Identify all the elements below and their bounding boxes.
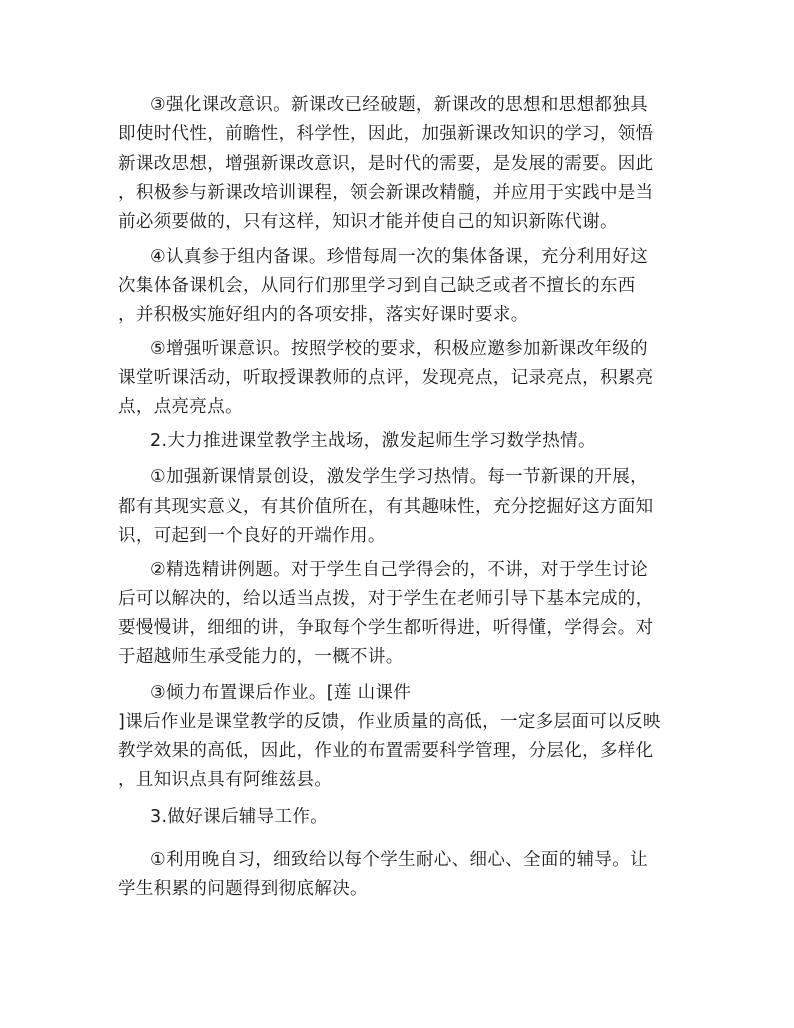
paragraph-line: 前必须要做的，只有这样，知识才能并使自己的知识新陈代谢。 <box>118 212 618 232</box>
paragraph-line: 即使时代性，前瞻性，科学性，因此，加强新课改知识的学习，领悟 <box>118 124 654 144</box>
paragraph-line: 学生积累的问题得到彻底解决。 <box>118 879 368 899</box>
paragraph-line: 都有其现实意义，有其价值所在，有其趣味性，充分挖掘好这方面知 <box>118 497 654 517</box>
paragraph-line: 点，点亮亮点。 <box>118 397 243 417</box>
paragraph-line: 次集体备课机会，从同行们那里学习到自己缺乏或者不擅长的东西 <box>118 276 636 296</box>
section-heading: 2.大力推进课堂教学主战场，激发起师生学习数学热情。 <box>150 431 596 451</box>
paragraph-line: ③倾力布置课后作业。[莲 山课件 <box>150 683 412 703</box>
paragraph-line: 识，可起到一个良好的开端作用。 <box>118 526 386 546</box>
paragraph-line: 于超越师生承受能力的，一概不讲。 <box>118 647 404 667</box>
paragraph-line: ③强化课改意识。新课改已经破题，新课改的思想和思想都独具 <box>150 95 648 115</box>
section-heading: 3.做好课后辅导工作。 <box>150 807 329 827</box>
paragraph-line: 教学效果的高低，因此，作业的布置需要科学管理，分层化，多样化 <box>118 741 654 761</box>
paragraph-line: ，并积极实施好组内的各项安排，落实好课时要求。 <box>118 305 529 325</box>
paragraph-line: ，且知识点具有阿维兹县。 <box>118 770 333 790</box>
paragraph-line: ，积极参与新课改培训课程，领会新课改精髓，并应用于实践中是当 <box>118 183 654 203</box>
paragraph-line: ②精选精讲例题。对于学生自己学得会的，不讲，对于学生讨论 <box>150 560 648 580</box>
paragraph-line: ⑤增强听课意识。按照学校的要求，积极应邀参加新课改年级的 <box>150 339 648 359</box>
paragraph-line: 要慢慢讲，细细的讲，争取每个学生都听得进，听得懂，学得会。对 <box>118 618 654 638</box>
paragraph-line: ]课后作业是课堂教学的反馈，作业质量的高低，一定多层面可以反映 <box>118 712 661 732</box>
paragraph-line: ①利用晚自习，细致给以每个学生耐心、细心、全面的辅导。让 <box>150 850 648 870</box>
paragraph-line: ④认真参于组内备课。珍惜每周一次的集体备课，充分利用好这 <box>150 247 648 267</box>
paragraph-line: 课堂听课活动，听取授课教师的点评，发现亮点，记录亮点，积累亮 <box>118 368 654 388</box>
paragraph-line: ①加强新课情景创设，激发学生学习热情。每一节新课的开展， <box>150 467 648 487</box>
paragraph-line: 后可以解决的，给以适当点拨，对于学生在老师引导下基本完成的， <box>118 589 654 609</box>
paragraph-line: 新课改思想，增强新课改意识，是时代的需要，是发展的需要。因此 <box>118 154 654 174</box>
